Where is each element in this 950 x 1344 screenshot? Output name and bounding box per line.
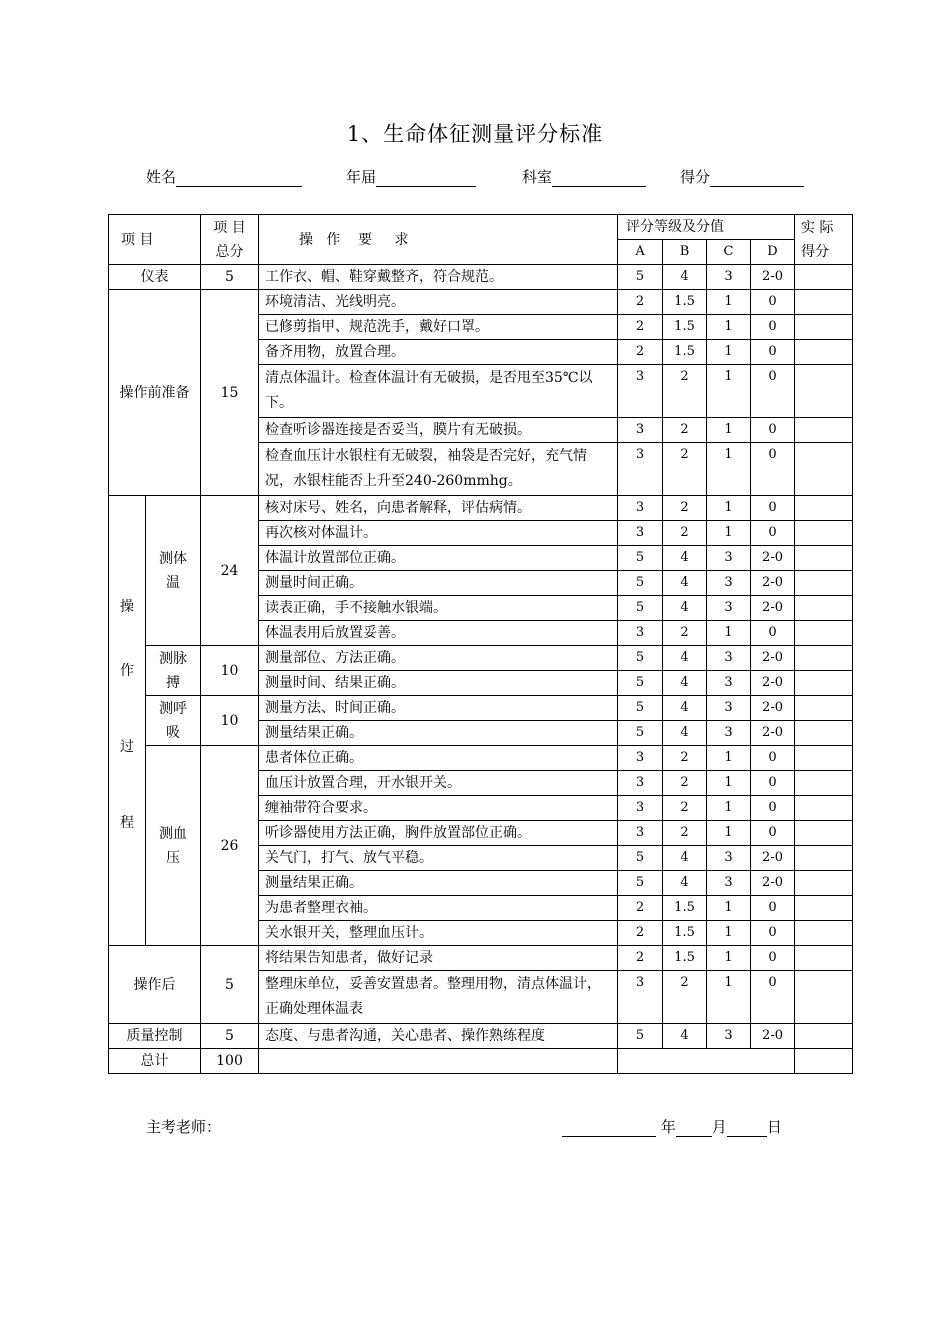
actual-score-cell[interactable]: [795, 571, 853, 596]
score-b: 4: [663, 696, 707, 721]
score-a: 5: [618, 646, 663, 671]
score-a: 3: [618, 746, 663, 771]
score-d: 0: [751, 315, 795, 340]
score-a: 3: [618, 621, 663, 646]
score-b: 2: [663, 621, 707, 646]
actual-score-cell[interactable]: [795, 365, 853, 418]
score-b: 4: [663, 671, 707, 696]
header-item: 项 目: [109, 215, 201, 265]
table-row: [109, 496, 853, 521]
score-d: 2-0: [751, 871, 795, 896]
day-blank[interactable]: [727, 1118, 767, 1137]
score-a: 3: [618, 418, 663, 443]
total-value: 100: [201, 1049, 259, 1074]
actual-score-cell[interactable]: [795, 821, 853, 846]
score-c: 1: [707, 746, 751, 771]
score-d: 0: [751, 340, 795, 365]
score-b: 4: [663, 871, 707, 896]
total-empty: [259, 1049, 618, 1074]
section-total: 24: [201, 496, 259, 646]
actual-score-cell[interactable]: [795, 315, 853, 340]
subsection-label-l2: 吸: [166, 724, 180, 741]
scoring-table: [108, 214, 853, 1074]
header-grade-d: D: [751, 240, 795, 265]
actual-score-cell[interactable]: [795, 721, 853, 746]
score-c: 1: [707, 821, 751, 846]
date-line: [562, 1116, 782, 1137]
table-row: [109, 1024, 853, 1049]
section-total: 10: [201, 646, 259, 696]
process-char-1: 操: [120, 598, 134, 615]
subsection-label-l1: 测呼: [159, 700, 187, 717]
dept-blank[interactable]: [552, 168, 646, 187]
score-a: 5: [618, 671, 663, 696]
score-c: 3: [707, 265, 751, 290]
requirement: 体温表用后放置妥善。: [259, 621, 618, 646]
score-b: 1.5: [663, 946, 707, 971]
requirement: 测量结果正确。: [259, 871, 618, 896]
actual-score-cell[interactable]: [795, 418, 853, 443]
requirement: 再次核对体温计。: [259, 521, 618, 546]
score-a: 5: [618, 265, 663, 290]
subsection-label: [146, 696, 201, 746]
requirement: 为患者整理衣袖。: [259, 896, 618, 921]
score-field[interactable]: [680, 166, 804, 187]
score-b: 2: [663, 365, 707, 418]
score-a: 5: [618, 871, 663, 896]
total-row: [109, 1049, 853, 1074]
requirement: 环境清洁、光线明亮。: [259, 290, 618, 315]
score-c: 3: [707, 871, 751, 896]
score-c: 3: [707, 571, 751, 596]
subsection-label-l1: 测血: [159, 825, 187, 842]
subsection-label: [146, 746, 201, 946]
actual-score-cell[interactable]: [795, 971, 853, 1024]
actual-score-cell[interactable]: [795, 596, 853, 621]
requirement: 测量部位、方法正确。: [259, 646, 618, 671]
section-total: 5: [201, 265, 259, 290]
day-label: 日: [766, 1118, 782, 1136]
score-b: 4: [663, 646, 707, 671]
score-d: 2-0: [751, 696, 795, 721]
score-d: 0: [751, 946, 795, 971]
score-d: 0: [751, 746, 795, 771]
requirement: 将结果告知患者，做好记录: [259, 946, 618, 971]
name-blank[interactable]: [176, 168, 302, 187]
total-label: 总计: [109, 1049, 201, 1074]
actual-score-cell[interactable]: [795, 871, 853, 896]
score-b: 4: [663, 1024, 707, 1049]
score-d: 2-0: [751, 596, 795, 621]
requirement: 清点体温计。检查体温计有无破损，是否甩至35℃以下。: [259, 365, 618, 418]
requirement: 态度、与患者沟通，关心患者、操作熟练程度: [259, 1024, 618, 1049]
score-d: 2-0: [751, 1024, 795, 1049]
score-d: 0: [751, 365, 795, 418]
score-label: 得分: [680, 168, 711, 186]
score-c: 1: [707, 340, 751, 365]
table-row: [109, 696, 853, 721]
score-a: 5: [618, 571, 663, 596]
actual-score-cell[interactable]: [795, 546, 853, 571]
score-c: 1: [707, 971, 751, 1024]
score-c: 1: [707, 521, 751, 546]
score-blank[interactable]: [710, 168, 804, 187]
score-b: 2: [663, 418, 707, 443]
score-c: 1: [707, 946, 751, 971]
header-grade-a: A: [618, 240, 663, 265]
requirement: 患者体位正确。: [259, 746, 618, 771]
subsection-label-l2: 搏: [166, 674, 180, 691]
score-c: 1: [707, 315, 751, 340]
process-char-2: 作: [120, 662, 134, 679]
score-a: 3: [618, 771, 663, 796]
process-char-3: 过: [120, 738, 134, 755]
score-c: 3: [707, 721, 751, 746]
actual-score-cell[interactable]: [795, 896, 853, 921]
score-d: 0: [751, 896, 795, 921]
requirement: 工作衣、帽、鞋穿戴整齐，符合规范。: [259, 265, 618, 290]
score-c: 1: [707, 443, 751, 496]
actual-score-cell[interactable]: [795, 621, 853, 646]
section-label: 操作后: [109, 946, 201, 1024]
requirement: 核对床号、姓名，向患者解释，评估病情。: [259, 496, 618, 521]
score-c: 1: [707, 290, 751, 315]
score-b: 2: [663, 971, 707, 1024]
score-a: 5: [618, 1024, 663, 1049]
header-actual: [795, 215, 853, 265]
section-label: 质量控制: [109, 1024, 201, 1049]
score-d: 0: [751, 521, 795, 546]
subsection-label-l2: 温: [166, 574, 180, 591]
requirement: 血压计放置合理，开水银开关。: [259, 771, 618, 796]
actual-score-cell[interactable]: [795, 771, 853, 796]
score-d: 0: [751, 443, 795, 496]
score-c: 3: [707, 846, 751, 871]
requirement: 关气门，打气、放气平稳。: [259, 846, 618, 871]
score-d: 2-0: [751, 265, 795, 290]
requirement: 测量结果正确。: [259, 721, 618, 746]
actual-score-cell[interactable]: [795, 746, 853, 771]
table-row: [109, 265, 853, 290]
score-a: 2: [618, 315, 663, 340]
score-b: 1.5: [663, 340, 707, 365]
score-a: 2: [618, 921, 663, 946]
actual-score-cell[interactable]: [795, 1024, 853, 1049]
score-d: 0: [751, 290, 795, 315]
requirement: 备齐用物，放置合理。: [259, 340, 618, 365]
score-a: 5: [618, 846, 663, 871]
table-row: [109, 746, 853, 771]
requirement: 测量时间、结果正确。: [259, 671, 618, 696]
section-label: 操作前准备: [109, 290, 201, 496]
subsection-label: [146, 646, 201, 696]
header-grade: 评分等级及分值: [618, 215, 795, 240]
score-b: 2: [663, 771, 707, 796]
header-requirement: 操 作 要 求: [259, 215, 618, 265]
score-c: 3: [707, 696, 751, 721]
name-field[interactable]: [146, 166, 302, 187]
score-a: 2: [618, 290, 663, 315]
actual-score-cell[interactable]: [795, 265, 853, 290]
score-a: 5: [618, 721, 663, 746]
score-d: 0: [751, 821, 795, 846]
process-char-4: 程: [120, 814, 134, 831]
actual-score-cell[interactable]: [795, 696, 853, 721]
score-b: 1.5: [663, 921, 707, 946]
score-b: 1.5: [663, 896, 707, 921]
header-grade-c: C: [707, 240, 751, 265]
header-total: [201, 215, 259, 265]
actual-score-cell[interactable]: [795, 521, 853, 546]
score-d: 0: [751, 771, 795, 796]
score-b: 2: [663, 496, 707, 521]
page-title: 1、生命体征测量评分标准: [346, 122, 604, 146]
score-d: 2-0: [751, 846, 795, 871]
score-c: 1: [707, 896, 751, 921]
score-b: 2: [663, 821, 707, 846]
score-a: 5: [618, 546, 663, 571]
actual-score-cell[interactable]: [795, 646, 853, 671]
score-c: 1: [707, 921, 751, 946]
score-c: 1: [707, 418, 751, 443]
score-a: 5: [618, 596, 663, 621]
score-c: 3: [707, 671, 751, 696]
section-total: 5: [201, 1024, 259, 1049]
header-actual-l1: 实 际: [801, 219, 834, 236]
requirement: 测量方法、时间正确。: [259, 696, 618, 721]
subsection-label-l2: 压: [166, 849, 180, 866]
section-total: 15: [201, 290, 259, 496]
requirement: 测量时间正确。: [259, 571, 618, 596]
total-actual-score-cell[interactable]: [795, 1049, 853, 1074]
score-b: 4: [663, 721, 707, 746]
grade-label: 年届: [346, 168, 377, 186]
header-row: [109, 215, 853, 240]
section-total: 26: [201, 746, 259, 946]
section-total: 5: [201, 946, 259, 1024]
requirement: 体温计放置部位正确。: [259, 546, 618, 571]
table-row: [109, 290, 853, 315]
score-d: 0: [751, 496, 795, 521]
header-grade-b: B: [663, 240, 707, 265]
requirement: 检查血压计水银柱有无破裂，袖袋是否完好，充气情况，水银柱能否上升至240-260mmhg。: [259, 443, 618, 496]
score-d: 0: [751, 418, 795, 443]
actual-score-cell[interactable]: [795, 443, 853, 496]
score-d: 2-0: [751, 671, 795, 696]
score-b: 2: [663, 796, 707, 821]
score-a: 3: [618, 443, 663, 496]
subsection-label-l1: 测脉: [159, 650, 187, 667]
score-c: 3: [707, 596, 751, 621]
score-c: 1: [707, 771, 751, 796]
actual-score-cell[interactable]: [795, 946, 853, 971]
subsection-label: [146, 496, 201, 646]
grade-field[interactable]: [346, 166, 476, 187]
score-b: 4: [663, 546, 707, 571]
score-a: 3: [618, 796, 663, 821]
score-d: 0: [751, 621, 795, 646]
requirement: 整理床单位，妥善安置患者。整理用物，清点体温计，正确处理体温表: [259, 971, 618, 1024]
requirement: 听诊器使用方法正确，胸件放置部位正确。: [259, 821, 618, 846]
score-b: 2: [663, 443, 707, 496]
header-total-l1: 项 目: [213, 219, 246, 236]
total-grade-empty: [618, 1049, 795, 1074]
score-c: 3: [707, 546, 751, 571]
table-row: [109, 946, 853, 971]
score-a: 3: [618, 365, 663, 418]
dept-label: 科室: [522, 168, 553, 186]
score-a: 2: [618, 340, 663, 365]
requirement: 读表正确，手不接触水银端。: [259, 596, 618, 621]
name-label: 姓名: [146, 168, 177, 186]
score-a: 3: [618, 521, 663, 546]
score-c: 1: [707, 621, 751, 646]
month-label: 月: [711, 1118, 727, 1136]
score-b: 1.5: [663, 290, 707, 315]
table-row: [109, 646, 853, 671]
actual-score-cell[interactable]: [795, 846, 853, 871]
dept-field[interactable]: [522, 166, 646, 187]
score-b: 4: [663, 571, 707, 596]
header-actual-l2: 得分: [801, 243, 830, 260]
score-b: 2: [663, 521, 707, 546]
score-c: 3: [707, 1024, 751, 1049]
score-d: 2-0: [751, 721, 795, 746]
score-c: 1: [707, 365, 751, 418]
score-d: 2-0: [751, 546, 795, 571]
year-blank[interactable]: [562, 1118, 656, 1137]
requirement: 关水银开关，整理血压计。: [259, 921, 618, 946]
score-b: 4: [663, 265, 707, 290]
score-c: 3: [707, 646, 751, 671]
score-a: 2: [618, 896, 663, 921]
actual-score-cell[interactable]: [795, 290, 853, 315]
requirement: 缠袖带符合要求。: [259, 796, 618, 821]
actual-score-cell[interactable]: [795, 496, 853, 521]
subsection-label-l1: 测体: [159, 550, 187, 567]
process-label: [109, 496, 146, 946]
month-blank[interactable]: [676, 1118, 712, 1137]
score-d: 0: [751, 921, 795, 946]
score-b: 4: [663, 596, 707, 621]
score-b: 1.5: [663, 315, 707, 340]
actual-score-cell[interactable]: [795, 340, 853, 365]
actual-score-cell[interactable]: [795, 921, 853, 946]
actual-score-cell[interactable]: [795, 671, 853, 696]
score-a: 3: [618, 496, 663, 521]
header-total-l2: 总分: [215, 243, 244, 260]
requirement: 检查听诊器连接是否妥当，膜片有无破损。: [259, 418, 618, 443]
score-a: 3: [618, 971, 663, 1024]
score-d: 2-0: [751, 571, 795, 596]
requirement: 已修剪指甲、规范洗手，戴好口罩。: [259, 315, 618, 340]
score-b: 2: [663, 746, 707, 771]
score-d: 0: [751, 971, 795, 1024]
score-c: 1: [707, 496, 751, 521]
year-label: 年: [660, 1118, 676, 1136]
examiner-label: 主考老师：: [146, 1118, 222, 1136]
grade-blank[interactable]: [376, 168, 476, 187]
score-c: 1: [707, 796, 751, 821]
score-d: 2-0: [751, 646, 795, 671]
score-a: 3: [618, 821, 663, 846]
actual-score-cell[interactable]: [795, 796, 853, 821]
score-d: 0: [751, 796, 795, 821]
section-label: 仪表: [109, 265, 201, 290]
score-a: 2: [618, 946, 663, 971]
score-b: 4: [663, 846, 707, 871]
section-total: 10: [201, 696, 259, 746]
score-a: 5: [618, 696, 663, 721]
